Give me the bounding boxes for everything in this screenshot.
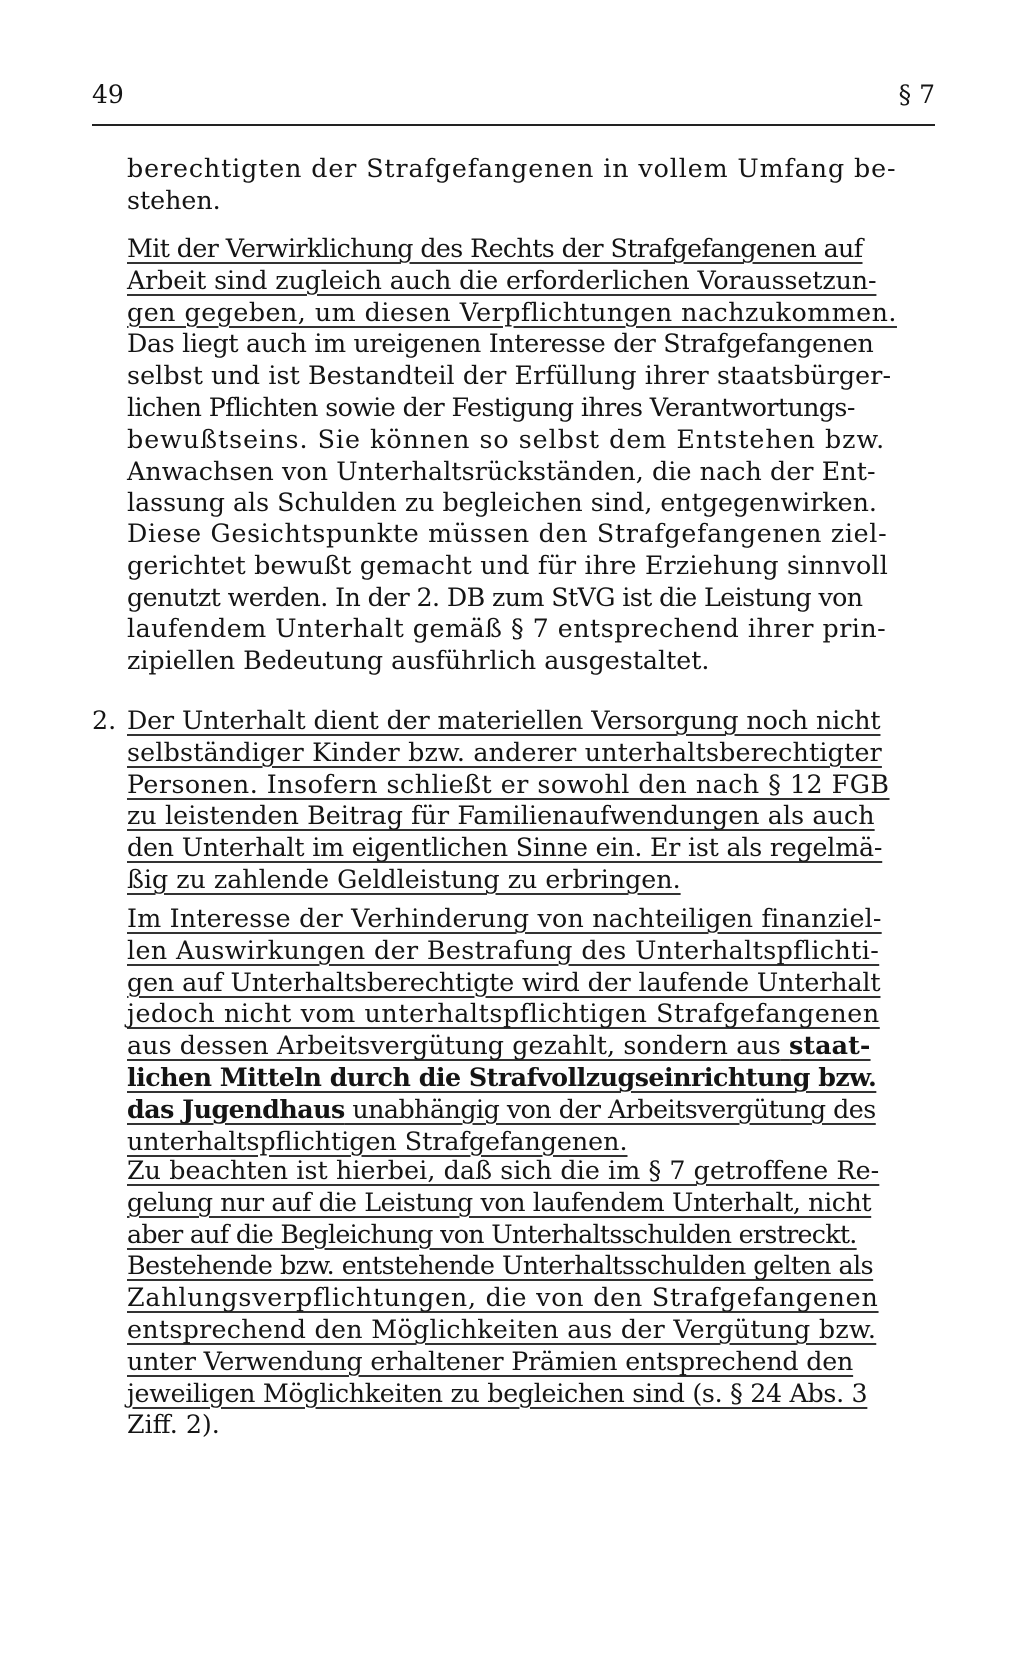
text-line: Mit der Verwirklichung des Rechts der Strafgefangenen auf <box>127 234 863 263</box>
text-line: laufendem Unterhalt gemäß § 7 entsprechend ihrer prin- <box>127 614 887 644</box>
text-line: Anwachsen von Unterhaltsrückständen, die nach der Ent- <box>127 456 876 486</box>
header-rule <box>92 124 935 126</box>
text-line: lassung als Schulden zu begleichen sind, entgegenwirken. <box>127 488 877 518</box>
paragraph <box>127 903 937 1157</box>
page-header <box>92 78 935 112</box>
text-line: Das liegt auch im ureigenen Interesse der Strafgefangenen <box>127 329 874 359</box>
text-line: entsprechend den Möglichkeiten aus der Vergütung bzw. <box>127 1314 877 1344</box>
text-line: zipiellen Bedeutung ausführlich ausgestaltet. <box>127 646 710 676</box>
bold-text: lichen Mitteln durch die Strafvollzugseinrichtung bzw. <box>127 1061 877 1092</box>
text-line: Zu beachten ist hierbei, daß sich die im § 7 getroffene Re- <box>127 1156 880 1185</box>
paragraph <box>127 1155 937 1441</box>
bold-text: staat- <box>789 1030 871 1061</box>
paragraph <box>127 153 937 217</box>
list-number: 2. <box>92 706 117 735</box>
text-line: berechtigten der Strafgefangenen in vollem Umfang be- <box>127 154 897 183</box>
text-line: den Unterhalt im eigentlichen Sinne ein. Er ist als regelmä- <box>127 833 883 863</box>
text-line: gen auf Unterhaltsberechtigte wird der laufende Unterhalt <box>127 967 881 997</box>
text-line <box>127 1062 937 1094</box>
bold-text: das Jugendhaus <box>127 1093 345 1124</box>
paragraph <box>127 518 937 677</box>
text-line: selbständiger Kinder bzw. anderer unterhaltsberechtigter <box>127 737 882 767</box>
text-line: gelung nur auf die Leistung von laufendem Unterhalt, nicht <box>127 1187 872 1217</box>
text-line: Diese Gesichtspunkte müssen den Strafgefangenen ziel- <box>127 519 888 548</box>
text-line <box>127 1030 937 1062</box>
text-line: Der Unterhalt dient der materiellen Versorgung noch nicht <box>127 706 881 735</box>
text-line: gerichtet bewußt gemacht und für ihre Erziehung sinnvoll <box>127 550 888 580</box>
text-line: jeweiligen Möglichkeiten zu begleichen sind (s. § 24 Abs. 3 <box>127 1378 868 1408</box>
text-line: unterhaltspflichtigen Strafgefangenen. <box>127 1126 628 1156</box>
text-line: Ziff. 2). <box>127 1410 220 1440</box>
text-line: bewußtseins. Sie können so selbst dem Entstehen bzw. <box>127 424 886 454</box>
text-line: Bestehende bzw. entstehende Unterhaltsschulden gelten als <box>127 1251 874 1281</box>
paragraph <box>127 705 937 896</box>
text-line: aber auf die Begleichung von Unterhaltsschulden erstreckt. <box>127 1219 857 1249</box>
text-line: stehen. <box>127 185 221 215</box>
page-number: 49 <box>92 80 124 109</box>
text-line: selbst und ist Bestandteil der Erfüllung ihrer staatsbürger- <box>127 361 892 391</box>
text-line: ßig zu zahlende Geldleistung zu erbringen. <box>127 864 681 894</box>
paragraph <box>127 233 937 519</box>
text-segment: aus dessen Arbeitsvergütung gezahlt, sondern aus <box>127 1031 781 1061</box>
text-line: len Auswirkungen der Bestrafung des Unterhaltspflichti- <box>127 935 880 965</box>
text-line: gen gegeben, um diesen Verpflichtungen nachzukommen. <box>127 297 897 327</box>
text-line: jedoch nicht vom unterhaltspflichtigen Strafgefangenen <box>127 999 880 1029</box>
text-line: Personen. Insofern schließt er sowohl den nach § 12 FGB <box>127 769 890 799</box>
text-line <box>127 1094 937 1126</box>
text-line: Arbeit sind zugleich auch die erforderlichen Voraussetzun- <box>127 265 877 295</box>
text-line: genutzt werden. In der 2. DB zum StVG ist die Leistung von <box>127 582 863 612</box>
text-segment: unabhängig von der Arbeitsvergütung des <box>344 1094 876 1124</box>
text-line: Im Interesse der Verhinderung von nachteiligen finanziel- <box>127 904 882 933</box>
section-marker: § 7 <box>898 80 935 109</box>
text-line: unter Verwendung erhaltener Prämien entsprechend den <box>127 1346 854 1376</box>
text-line: lichen Pflichten sowie der Festigung ihres Verantwortungs- <box>127 392 855 422</box>
text-line: Zahlungsverpflichtungen, die von den Strafgefangenen <box>127 1283 879 1313</box>
text-line: zu leistenden Beitrag für Familienaufwendungen als auch <box>127 801 875 831</box>
